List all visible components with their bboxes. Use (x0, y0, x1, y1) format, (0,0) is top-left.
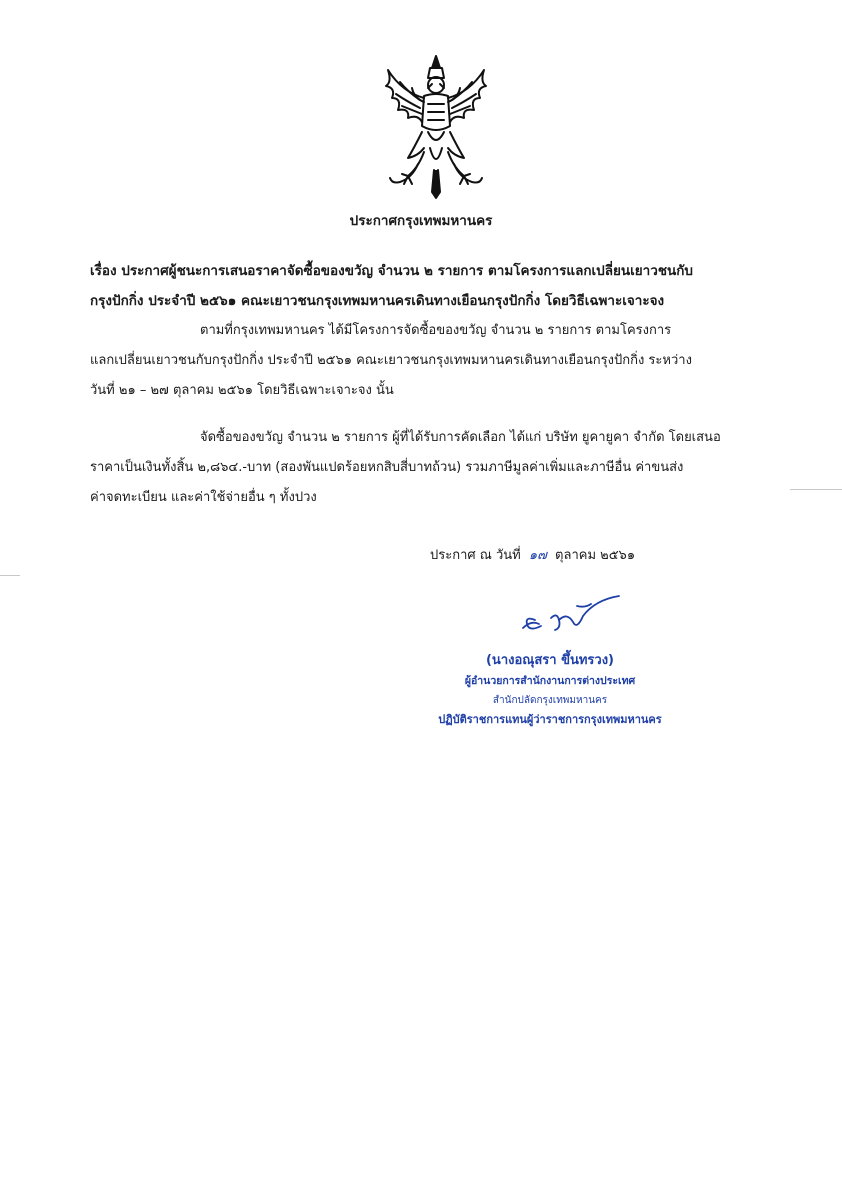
scan-artifact (0, 575, 20, 576)
date-month-year: ตุลาคม ๒๕๖๑ (555, 548, 636, 563)
date-day-handwritten: ๑๗ (528, 548, 547, 563)
subject-line: เรื่อง ประกาศผู้ชนะการเสนอราคาจัดซื้อของขวัญ จำนวน ๒ รายการ ตามโครงการแลกเปลี่ยนเยาวชนกับ (90, 263, 693, 279)
document-title: ประกาศกรุงเทพมหานคร (349, 213, 493, 229)
body-paragraph-2 (90, 423, 766, 513)
date-prefix: ประกาศ ณ วันที่ (430, 548, 521, 563)
signer-name: (นางอณุสรา ขึ้นทรวง) (485, 653, 614, 668)
paragraph-line: ค่าจดทะเบียน และค่าใช้จ่ายอื่น ๆ ทั้งปวง (90, 490, 317, 505)
handwritten-signature-icon (515, 590, 627, 640)
signer-block (420, 650, 680, 729)
garuda-emblem-icon (378, 52, 494, 200)
paragraph-line: ราคาเป็นเงินทั้งสิ้น ๒,๘๖๔.-บาท (สองพันแปดร้อยหกสิบสี่บาทถ้วน) รวมภาษีมูลค่าเพิ่มและภาษีอื่น ค่าขนส่ง (90, 460, 684, 475)
scan-artifact (790, 489, 842, 490)
signer-acting-on-behalf: ปฏิบัติราชการแทนผู้ว่าราชการกรุงเทพมหานคร (438, 713, 662, 726)
paragraph-line: แลกเปลี่ยนเยาวชนกับกรุงปักกิ่ง ประจำปี ๒๕๖๑ คณะเยาวชนกรุงเทพมหานครเดินทางเยือนกรุงปักกิ่ง ระหว่าง (90, 353, 692, 368)
paragraph-line: ตามที่กรุงเทพมหานคร ได้มีโครงการจัดซื้อของขวัญ จำนวน ๒ รายการ ตามโครงการ (200, 323, 672, 338)
signer-position: ผู้อำนวยการสำนักงานการต่างประเทศ (464, 675, 636, 687)
paragraph-line: จัดซื้อของขวัญ จำนวน ๒ รายการ ผู้ที่ได้รับการคัดเลือก ได้แก่ บริษัท ยูคายูคา จำกัด โดยเสนอ (200, 430, 721, 445)
signer-office: สำนักปลัดกรุงเทพมหานคร (492, 695, 608, 706)
body-paragraph-1 (90, 316, 766, 406)
subject-block (90, 256, 766, 316)
paragraph-line: วันที่ ๒๑ – ๒๗ ตุลาคม ๒๕๖๑ โดยวิธีเฉพาะเจาะจง นั้น (90, 383, 394, 398)
subject-line: กรุงปักกิ่ง ประจำปี ๒๕๖๑ คณะเยาวชนกรุงเทพมหานครเดินทางเยือนกรุงปักกิ่ง โดยวิธีเฉพาะเจาะจง (90, 293, 665, 309)
announcement-date (430, 544, 635, 565)
